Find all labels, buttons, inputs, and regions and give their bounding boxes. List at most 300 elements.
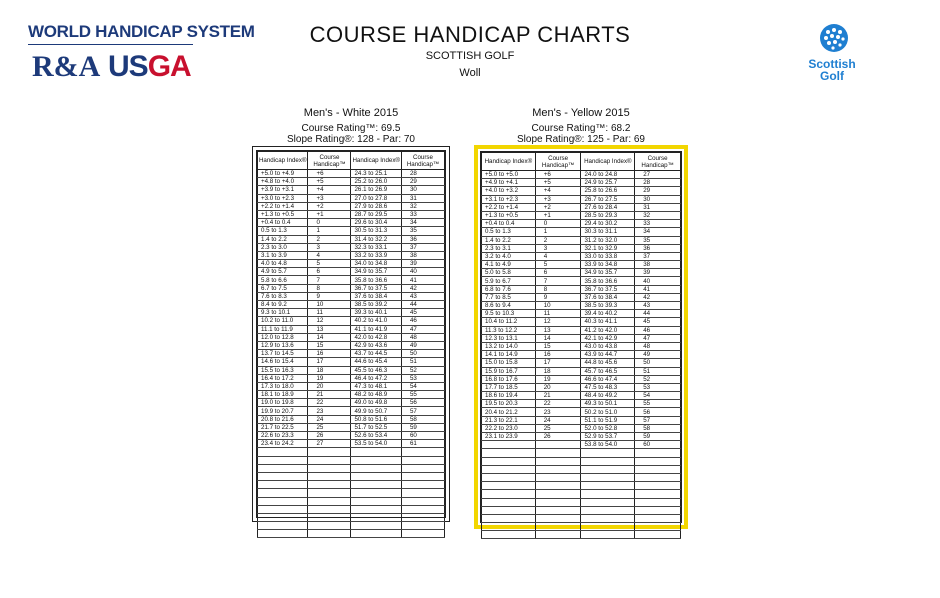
handicap-index-cell: 40.3 to 41.1 [581,318,635,326]
handicap-index-cell: 41.1 to 41.9 [351,325,401,333]
course-handicap-cell: 36 [401,235,444,243]
handicap-index-cell [581,473,635,481]
handicap-index-cell: 4.9 to 5.7 [258,268,308,276]
handicap-index-cell [258,505,308,513]
handicap-index-cell: +0.4 to 0.4 [258,219,308,227]
handicap-index-cell: 27.9 to 28.6 [351,202,401,210]
table-row [258,341,445,349]
handicap-index-cell: +1.3 to +0.5 [258,210,308,218]
course-handicap-cell [401,497,444,505]
slope-par: Slope Rating®: 128 - Par: 70 [287,134,415,145]
table-row [482,408,681,416]
white-tee-header [252,107,450,145]
course-handicap-cell: 21 [535,392,581,400]
handicap-index-cell: 0.5 to 1.3 [258,227,308,235]
course-handicap-cell: 51 [401,358,444,366]
table-row [258,186,445,194]
handicap-index-cell: 32.3 to 33.1 [351,243,401,251]
handicap-index-cell: 12.0 to 12.8 [258,333,308,341]
handicap-index-cell: 11.3 to 12.2 [482,326,536,334]
course-handicap-cell [635,449,681,457]
course-handicap-cell: 40 [635,277,681,285]
handicap-index-cell: 30.5 to 31.3 [351,227,401,235]
handicap-index-cell: 53.5 to 54.0 [351,440,401,448]
handicap-index-cell: 52.6 to 53.4 [351,432,401,440]
handicap-index-cell: 1.4 to 2.2 [258,235,308,243]
handicap-index-cell: 37.6 to 38.4 [581,293,635,301]
handicap-index-cell: 45.7 to 46.5 [581,367,635,375]
table-row [482,171,681,179]
table-row [258,170,445,178]
course-handicap-cell: 50 [635,359,681,367]
course-handicap-cell: 25 [535,424,581,432]
course-name: Woll [459,67,481,79]
handicap-index-cell: 22.2 to 23.0 [482,424,536,432]
course-handicap-cell [401,456,444,464]
course-handicap-cell [635,523,681,531]
course-handicap-cell: 26 [535,433,581,441]
handicap-index-cell: 47.5 to 48.3 [581,383,635,391]
table-row [482,326,681,334]
handicap-index-cell: 5.0 to 5.8 [482,269,536,277]
course-handicap-cell: 59 [635,433,681,441]
handicap-index-cell: 46.6 to 47.4 [581,375,635,383]
handicap-index-cell [482,514,536,522]
table-row [258,456,445,464]
course-handicap-cell: +6 [308,170,351,178]
handicap-index-cell: 9.5 to 10.3 [482,310,536,318]
table-row [258,301,445,309]
tee-name: Men's - Yellow 2015 [532,107,630,119]
course-handicap-cell: 34 [401,219,444,227]
table-row [482,416,681,424]
table-row [258,448,445,456]
handicap-index-cell: 23.4 to 24.2 [258,440,308,448]
course-handicap-cell: 50 [401,350,444,358]
course-handicap-cell [401,513,444,521]
handicap-index-cell [351,497,401,505]
ra-logo: R&A [32,50,101,83]
handicap-index-cell: 40.2 to 41.0 [351,317,401,325]
course-handicap-cell [535,490,581,498]
course-handicap-cell [401,472,444,480]
course-handicap-cell: 25 [308,423,351,431]
handicap-index-cell [482,465,536,473]
handicap-index-cell: 43.9 to 44.7 [581,351,635,359]
table-row [258,243,445,251]
course-handicap-cell: 13 [308,325,351,333]
table-row [482,244,681,252]
table-row [482,465,681,473]
handicap-index-cell [258,472,308,480]
course-handicap-cell: 43 [401,292,444,300]
course-handicap-cell [635,473,681,481]
usga-logo-ga: GA [147,50,191,83]
handicap-index-cell [482,490,536,498]
table-row [258,309,445,317]
handicap-index-cell: 28.7 to 29.5 [351,210,401,218]
handicap-index-cell [351,472,401,480]
handicap-index-cell: 12.3 to 13.1 [482,334,536,342]
table-row [482,351,681,359]
course-handicap-cell: 40 [401,268,444,276]
handicap-index-cell: 27.0 to 27.8 [351,194,401,202]
course-handicap-cell [308,472,351,480]
handicap-index-cell: 35.8 to 36.6 [581,277,635,285]
course-handicap-cell: 9 [308,292,351,300]
col-header: Handicap Index® [258,152,308,170]
col-header: Handicap Index® [581,153,635,171]
course-handicap-cell: 23 [308,407,351,415]
course-handicap-cell [308,464,351,472]
table-row [258,268,445,276]
course-handicap-cell [535,523,581,531]
course-handicap-cell: 37 [635,252,681,260]
handicap-index-cell: 27.6 to 28.4 [581,203,635,211]
course-handicap-cell: 33 [635,220,681,228]
handicap-index-cell: 31.2 to 32.0 [581,236,635,244]
table-row [258,227,445,235]
course-handicap-cell: 49 [401,341,444,349]
course-handicap-cell: 15 [535,342,581,350]
table-row [258,194,445,202]
course-handicap-cell: 61 [401,440,444,448]
course-handicap-cell: 57 [401,407,444,415]
handicap-index-cell: 29.4 to 30.2 [581,220,635,228]
table-row [258,235,445,243]
course-handicap-cell: 30 [401,186,444,194]
handicap-index-cell: 48.2 to 48.9 [351,391,401,399]
handicap-index-cell: 29.6 to 30.4 [351,219,401,227]
handicap-index-cell: +5.0 to +5.0 [482,171,536,179]
course-handicap-cell: 24 [308,415,351,423]
course-handicap-cell [635,498,681,506]
handicap-index-cell: 22.6 to 23.3 [258,432,308,440]
handicap-index-cell: 13.7 to 14.5 [258,350,308,358]
handicap-index-cell [482,441,536,449]
handicap-index-cell: 18.1 to 18.9 [258,391,308,399]
table-row [482,523,681,531]
course-handicap-cell: 6 [308,268,351,276]
course-handicap-cell: 15 [308,341,351,349]
course-handicap-cell: 11 [535,310,581,318]
table-row [482,383,681,391]
handicap-index-cell: 26.7 to 27.5 [581,195,635,203]
table-row [482,203,681,211]
course-handicap-cell: 53 [401,374,444,382]
course-handicap-cell: 14 [535,334,581,342]
handicap-index-cell: 17.7 to 18.5 [482,383,536,391]
handicap-index-cell: 49.3 to 50.1 [581,400,635,408]
course-handicap-cell: +2 [535,203,581,211]
handicap-index-cell: 53.8 to 54.0 [581,441,635,449]
handicap-index-cell [351,513,401,521]
handicap-index-cell [581,514,635,522]
handicap-index-cell: 31.4 to 32.2 [351,235,401,243]
table-row [258,423,445,431]
yellow-tee-header [474,107,688,145]
course-handicap-cell: 6 [535,269,581,277]
course-handicap-cell [635,490,681,498]
course-handicap-cell: 12 [535,318,581,326]
course-handicap-cell: 2 [308,235,351,243]
course-handicap-cell: 55 [401,391,444,399]
course-handicap-cell: 31 [401,194,444,202]
table-row [482,424,681,432]
handicap-index-cell [482,498,536,506]
handicap-index-cell: 20.4 to 21.2 [482,408,536,416]
handicap-table [481,152,681,539]
handicap-index-cell: 0.5 to 1.3 [482,228,536,236]
handicap-index-cell [258,481,308,489]
course-handicap-cell: 12 [308,317,351,325]
course-handicap-cell: 28 [635,179,681,187]
handicap-index-cell: 21.7 to 22.5 [258,423,308,431]
table-row [258,513,445,521]
handicap-index-cell: 18.6 to 19.4 [482,392,536,400]
course-handicap-cell: 46 [635,326,681,334]
course-handicap-cell: 30 [635,195,681,203]
table-row [258,317,445,325]
tee-name: Men's - White 2015 [303,107,399,119]
col-header: Handicap Index® [482,153,536,171]
handicap-index-cell: 9.3 to 10.1 [258,309,308,317]
course-handicap-cell: 42 [401,284,444,292]
course-handicap-cell [535,441,581,449]
course-handicap-cell: 56 [401,399,444,407]
handicap-index-cell [482,473,536,481]
course-handicap-cell: 46 [401,317,444,325]
course-handicap-cell [308,448,351,456]
table-row [258,276,445,284]
course-handicap-cell: 34 [635,228,681,236]
handicap-index-cell: 45.5 to 46.3 [351,366,401,374]
course-handicap-cell: 54 [635,392,681,400]
handicap-index-cell: 7.7 to 8.5 [482,293,536,301]
course-handicap-cell: 8 [535,285,581,293]
handicap-index-cell: 41.2 to 42.0 [581,326,635,334]
course-handicap-cell: 55 [635,400,681,408]
table-row [482,400,681,408]
handicap-index-cell: 23.1 to 23.9 [482,433,536,441]
course-handicap-cell: 22 [535,400,581,408]
course-handicap-cell: 2 [535,236,581,244]
handicap-index-cell: +4.8 to +4.0 [258,178,308,186]
course-handicap-cell: 52 [635,375,681,383]
course-handicap-cell [635,531,681,539]
course-handicap-cell: 38 [635,261,681,269]
handicap-index-cell: 16.4 to 17.2 [258,374,308,382]
course-handicap-cell: 31 [635,203,681,211]
course-handicap-cell [635,514,681,522]
course-handicap-cell: 59 [401,423,444,431]
course-handicap-cell: +3 [535,195,581,203]
col-header: Course Handicap™ [635,153,681,171]
table-row [482,359,681,367]
handicap-index-cell: 42.1 to 42.9 [581,334,635,342]
course-handicap-cell [535,531,581,539]
handicap-index-cell [351,464,401,472]
table-row [258,260,445,268]
handicap-index-cell: 10.4 to 11.2 [482,318,536,326]
course-handicap-cell: 20 [535,383,581,391]
course-handicap-cell: 8 [308,284,351,292]
scottish-golf-line-2: Golf [820,69,844,83]
course-handicap-cell: 29 [635,187,681,195]
table-row [258,350,445,358]
handicap-index-cell: 4.0 to 4.8 [258,260,308,268]
col-header: Course Handicap™ [535,153,581,171]
course-handicap-cell: +5 [308,178,351,186]
handicap-index-cell: 48.4 to 49.2 [581,392,635,400]
handicap-index-cell: 6.8 to 7.6 [482,285,536,293]
col-header: Course Handicap™ [308,152,351,170]
course-handicap-cell: 42 [635,293,681,301]
course-handicap-cell: 11 [308,309,351,317]
handicap-index-cell: 43.0 to 43.8 [581,342,635,350]
handicap-index-cell: 35.8 to 36.6 [351,276,401,284]
course-handicap-cell: 1 [308,227,351,235]
course-handicap-cell: 18 [308,366,351,374]
handicap-index-cell [351,530,401,538]
course-handicap-cell: 26 [308,432,351,440]
course-handicap-cell [535,514,581,522]
table-row [482,449,681,457]
handicap-index-cell: 44.8 to 45.6 [581,359,635,367]
table-row [482,498,681,506]
yellow-tee-chart [474,145,688,529]
course-handicap-cell: 45 [401,309,444,317]
course-handicap-cell: 28 [401,170,444,178]
course-handicap-cell: 16 [308,350,351,358]
course-handicap-cell [308,481,351,489]
handicap-index-cell: 32.1 to 32.9 [581,244,635,252]
table-row [258,472,445,480]
course-handicap-cell: 32 [635,211,681,219]
course-handicap-cell: 38 [401,251,444,259]
course-handicap-cell: +4 [535,187,581,195]
handicap-index-cell: 47.3 to 48.1 [351,382,401,390]
handicap-index-cell [581,498,635,506]
course-handicap-cell: 3 [308,243,351,251]
handicap-index-cell [482,457,536,465]
handicap-index-cell: 52.9 to 53.7 [581,433,635,441]
course-handicap-cell: 29 [401,178,444,186]
handicap-index-cell: 46.4 to 47.2 [351,374,401,382]
course-handicap-cell [635,465,681,473]
course-handicap-cell: +4 [308,186,351,194]
table-row [482,179,681,187]
course-handicap-cell [401,530,444,538]
course-handicap-cell: +1 [308,210,351,218]
handicap-index-cell: 49.9 to 50.7 [351,407,401,415]
table-row [258,251,445,259]
slope-par: Slope Rating®: 125 - Par: 69 [517,134,645,145]
handicap-index-cell [258,456,308,464]
course-handicap-cell [401,448,444,456]
course-handicap-cell: 5 [535,261,581,269]
course-handicap-cell: 5 [308,260,351,268]
handicap-index-cell [581,506,635,514]
handicap-index-cell [581,457,635,465]
handicap-index-cell: 34.0 to 34.8 [351,260,401,268]
course-handicap-cell: 17 [308,358,351,366]
table-row [258,210,445,218]
handicap-index-cell: +5.0 to +4.9 [258,170,308,178]
course-handicap-cell: 39 [401,260,444,268]
handicap-index-cell [482,449,536,457]
course-handicap-cell [535,457,581,465]
table-row [482,220,681,228]
course-handicap-cell: 21 [308,391,351,399]
handicap-index-cell: 50.8 to 51.6 [351,415,401,423]
table-row [482,506,681,514]
course-handicap-cell [535,482,581,490]
handicap-index-cell: +3.9 to +3.1 [258,186,308,194]
table-row [258,202,445,210]
handicap-index-cell [581,465,635,473]
handicap-index-cell: 39.4 to 40.2 [581,310,635,318]
table-row [482,228,681,236]
handicap-index-cell [258,497,308,505]
handicap-index-cell: +1.3 to +0.5 [482,211,536,219]
course-handicap-cell: 35 [401,227,444,235]
course-rating: Course Rating™: 68.2 [531,123,631,134]
course-handicap-cell: 51 [635,367,681,375]
course-handicap-cell: 58 [635,424,681,432]
course-handicap-cell: 37 [401,243,444,251]
course-handicap-cell [308,513,351,521]
course-handicap-cell: 0 [308,219,351,227]
course-handicap-cell: 60 [401,432,444,440]
handicap-index-cell: +3.0 to +2.3 [258,194,308,202]
course-handicap-cell: 7 [535,277,581,285]
course-handicap-cell [308,497,351,505]
table-row [258,219,445,227]
course-handicap-cell: 22 [308,399,351,407]
course-handicap-cell: 47 [401,325,444,333]
course-handicap-cell: 47 [635,334,681,342]
handicap-index-cell: 30.3 to 31.1 [581,228,635,236]
course-handicap-cell: 16 [535,351,581,359]
table-row [258,284,445,292]
course-handicap-cell [635,457,681,465]
course-handicap-cell: 0 [535,220,581,228]
table-row [482,252,681,260]
course-handicap-cell: 44 [635,310,681,318]
table-row [258,497,445,505]
table-row [258,481,445,489]
handicap-index-cell: 26.1 to 26.9 [351,186,401,194]
handicap-index-cell [258,522,308,530]
handicap-index-cell: 12.9 to 13.6 [258,341,308,349]
handicap-index-cell: 5.9 to 6.7 [482,277,536,285]
course-handicap-cell: 54 [401,382,444,390]
col-header: Course Handicap™ [401,152,444,170]
course-handicap-cell: 27 [308,440,351,448]
course-handicap-cell: 33 [401,210,444,218]
course-handicap-cell [308,530,351,538]
handicap-index-cell: 16.8 to 17.6 [482,375,536,383]
table-row [482,261,681,269]
handicap-index-cell [581,490,635,498]
scottish-golf-line-1: Scottish [808,57,856,71]
course-handicap-cell: 32 [401,202,444,210]
course-handicap-cell: 4 [308,251,351,259]
handicap-index-cell: 34.9 to 35.7 [351,268,401,276]
usga-logo-us: US [108,50,148,83]
table-row [258,325,445,333]
